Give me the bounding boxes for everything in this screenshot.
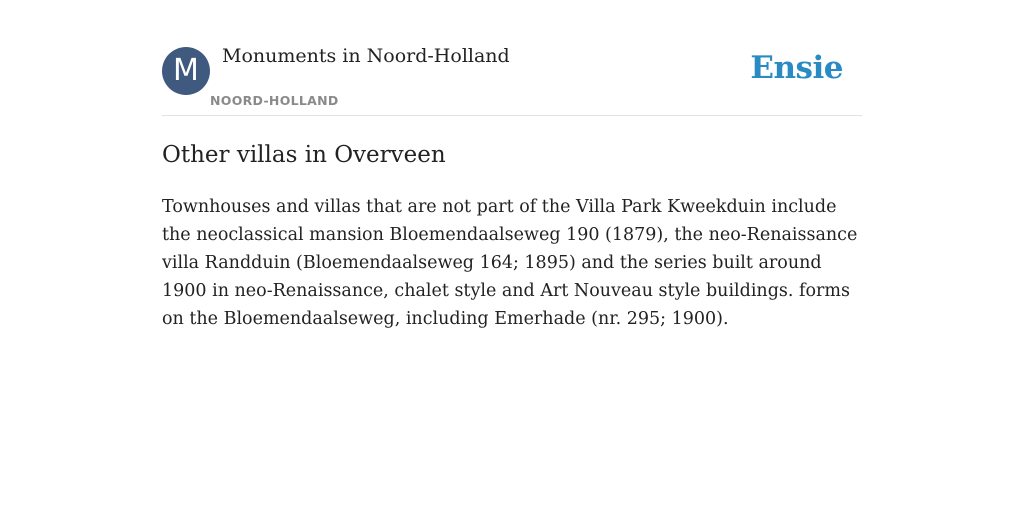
article-title: Other villas in Overveen (162, 142, 446, 168)
header (162, 0, 862, 116)
brand-logo[interactable]: Ensie (750, 50, 843, 86)
avatar[interactable]: M (162, 47, 210, 95)
category-label[interactable]: NOORD-HOLLAND (210, 93, 339, 108)
article-body: Townhouses and villas that are not part of the Villa Park Kweekduin include the neoclassical mansion Bloemendaalseweg 190 (1879), the neo-Renaissance villa Randduin (Bloemendaalseweg 164; 1895) and the series built around 1900 in neo-Renaissance, chalet style and Art Nouveau style buildings. forms on the Bloemendaalseweg, including Emerhade (nr. 295; 1900). (162, 197, 858, 329)
article-card (162, 0, 862, 333)
site-title[interactable]: Monuments in Noord-Holland (222, 45, 510, 67)
